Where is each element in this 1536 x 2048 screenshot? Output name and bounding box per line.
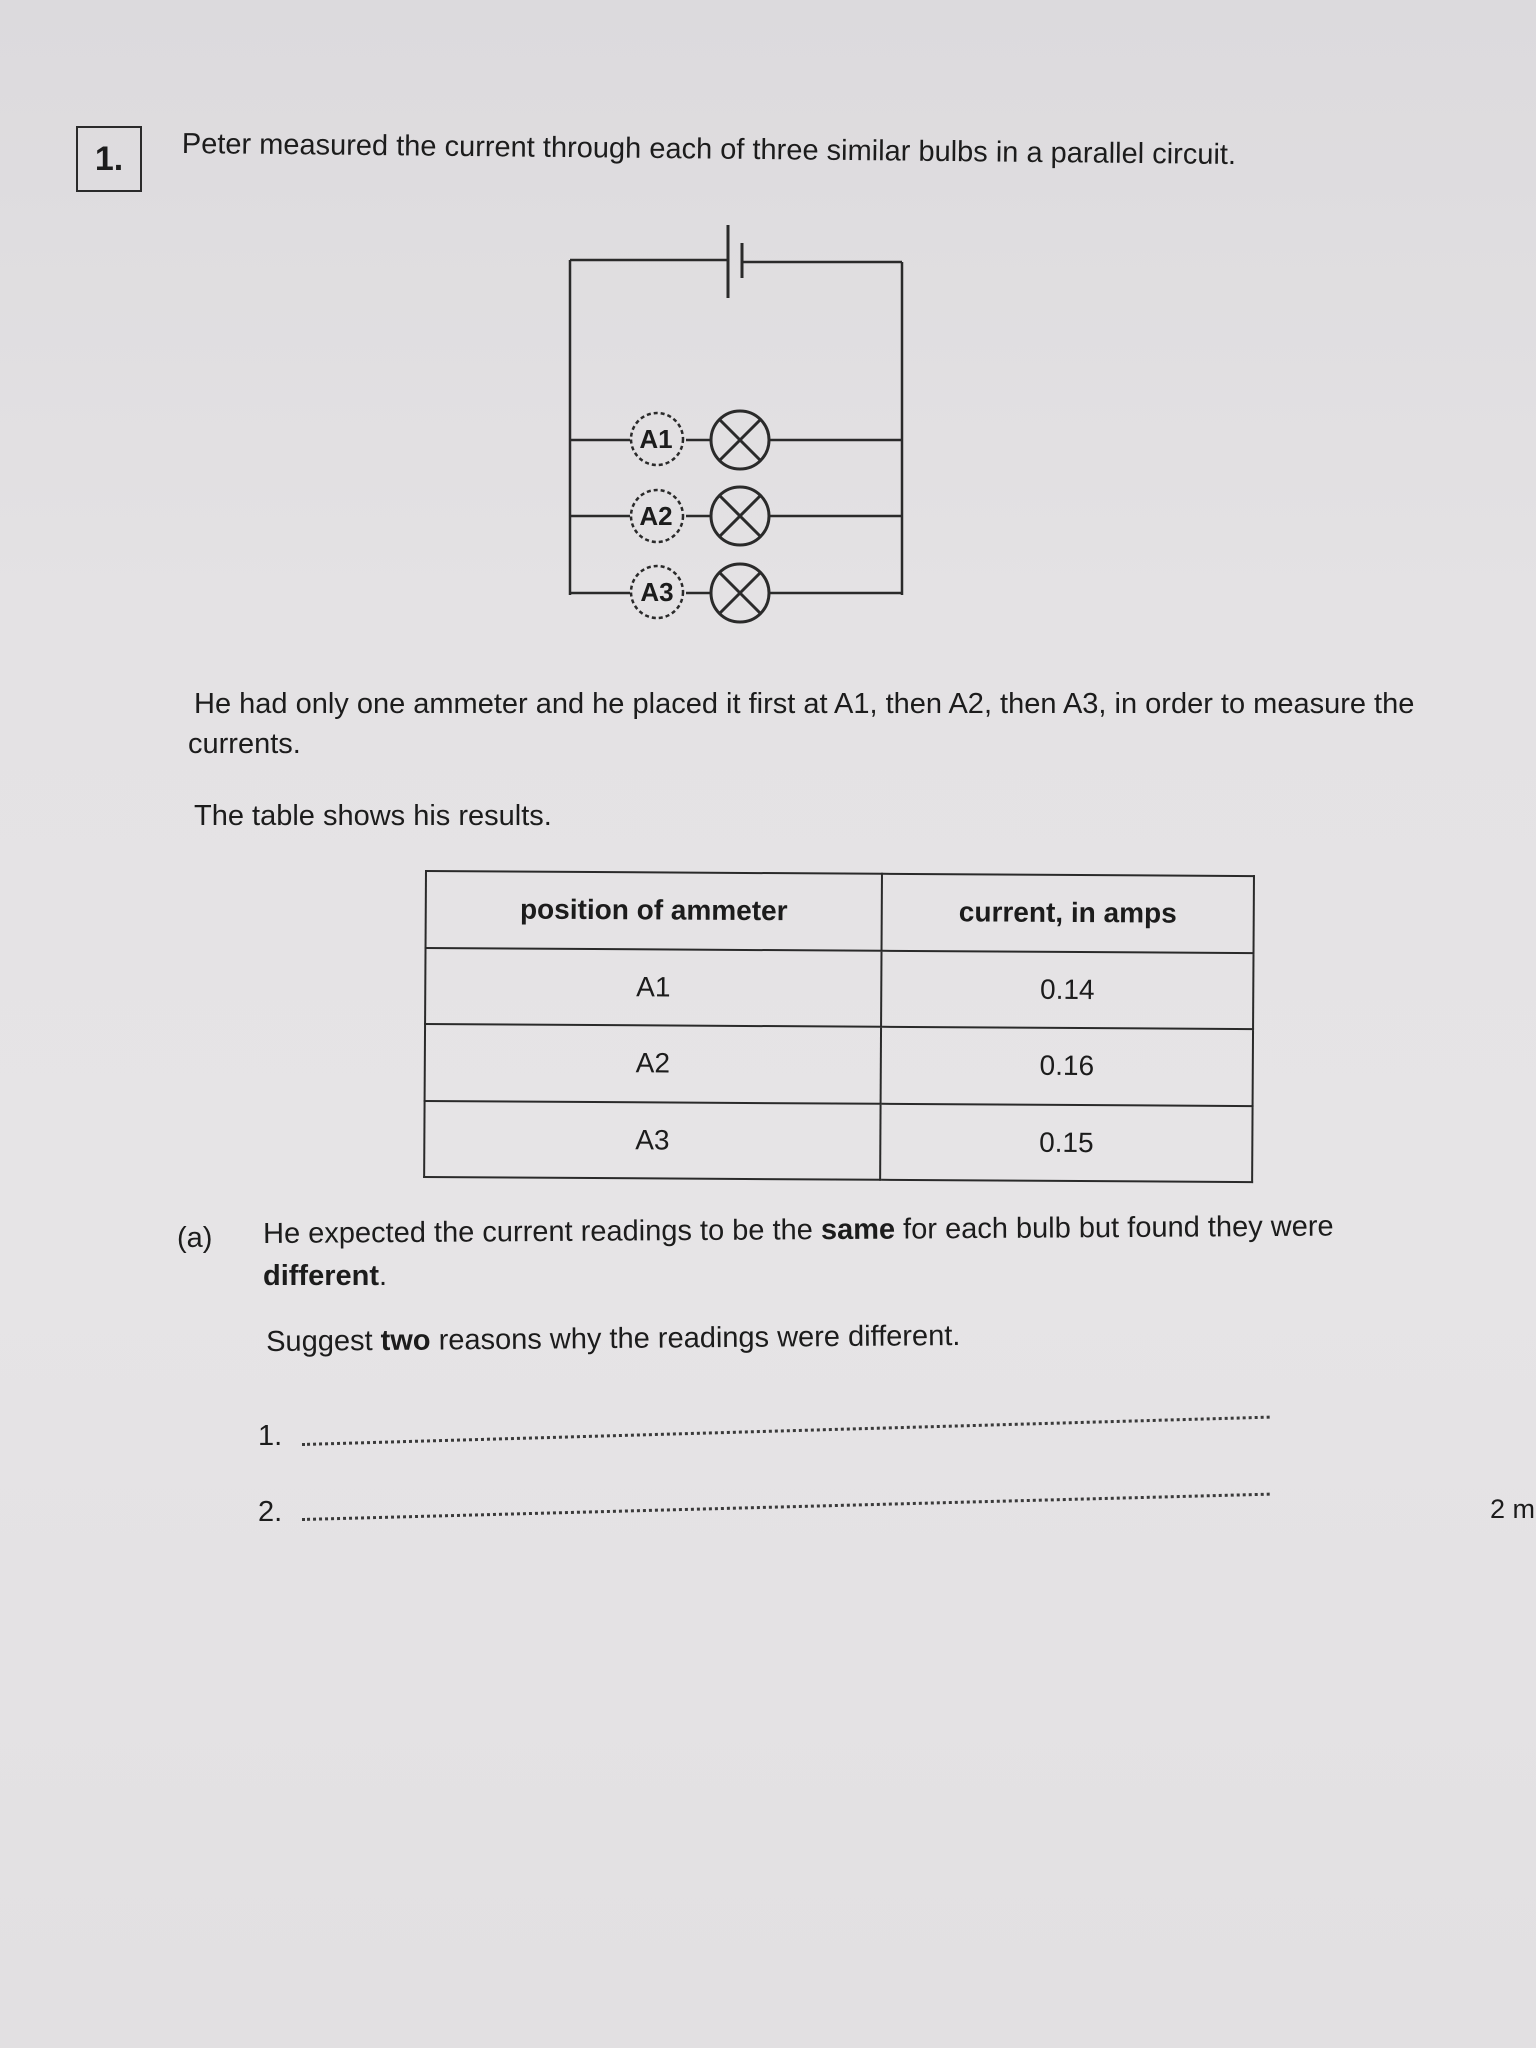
part-a-text: He expected the current readings to be the	[263, 1214, 822, 1250]
circuit-diagram	[560, 215, 920, 635]
table-row	[425, 1024, 1253, 1106]
answer-line-2[interactable]	[302, 1493, 1270, 1521]
part-a-emphasis-same: same	[820, 1213, 896, 1247]
question-number-box	[76, 126, 142, 192]
ammeter-a1-label: A1	[639, 424, 673, 454]
instruction-text: Suggest	[266, 1325, 381, 1358]
instruction-emphasis-two: two	[380, 1324, 431, 1357]
bulb-1-icon	[711, 411, 769, 469]
part-a-question-line1	[263, 1211, 1334, 1251]
results-table	[423, 870, 1255, 1183]
table-header-current: current, in amps	[882, 874, 1254, 953]
table-row	[424, 1101, 1252, 1183]
answer-number-2: 2.	[258, 1496, 283, 1528]
answer-line-1[interactable]	[302, 1416, 1270, 1446]
ammeter-a3-label: A3	[640, 577, 674, 607]
bulb-3-icon	[711, 564, 769, 622]
table-cell-current: 0.14	[881, 950, 1253, 1029]
paragraph-table-intro: The table shows his results.	[194, 800, 552, 832]
answer-number-1: 1.	[258, 1420, 283, 1452]
question-intro: Peter measured the current through each of three similar bulbs in a parallel circuit.	[181, 128, 1237, 172]
part-a-label: (a)	[177, 1222, 213, 1254]
table-cell-position: A3	[424, 1101, 881, 1180]
table-cell-current: 0.16	[881, 1027, 1253, 1106]
part-a-text: .	[379, 1260, 388, 1292]
table-row	[425, 948, 1253, 1030]
table-cell-position: A2	[425, 1024, 882, 1103]
table-header-row	[426, 871, 1254, 953]
part-a-question-line2	[263, 1260, 387, 1293]
question-number: 1.	[94, 140, 124, 178]
ammeter-a2-label: A2	[639, 501, 673, 531]
part-a-text: for each bulb but found they were	[894, 1210, 1334, 1246]
table-cell-current: 0.15	[880, 1103, 1252, 1182]
paragraph-ammeter-line2: currents.	[188, 728, 301, 760]
instruction-text: reasons why the readings were different.	[430, 1319, 961, 1357]
part-a-emphasis-different: different	[263, 1260, 379, 1292]
paragraph-ammeter-line1: He had only one ammeter and he placed it first at A1, then A2, then A3, in order to measure the	[194, 688, 1415, 720]
marks-label: 2 m	[1490, 1494, 1536, 1524]
bulb-2-icon	[711, 487, 769, 545]
part-a-instruction	[266, 1320, 961, 1359]
table-cell-position: A1	[425, 948, 882, 1027]
table-header-position: position of ammeter	[426, 871, 883, 950]
